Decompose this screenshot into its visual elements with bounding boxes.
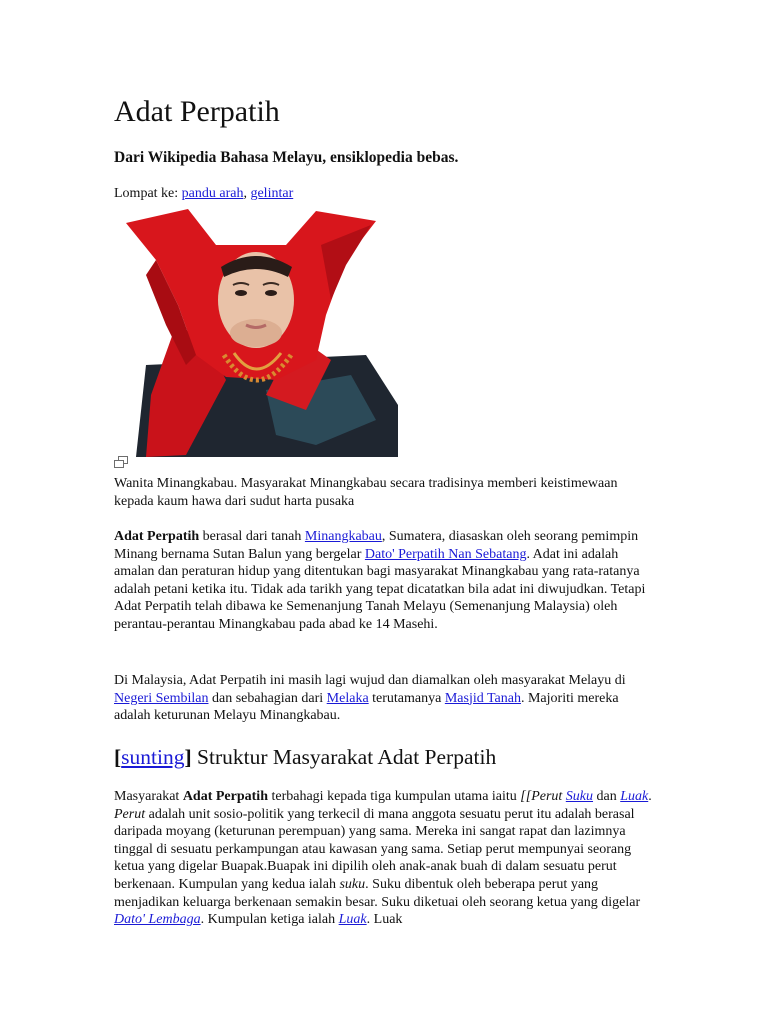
link-dato-perpatih[interactable]: Dato' Perpatih Nan Sebatang [364, 546, 527, 562]
text-run: terutamanya [368, 690, 445, 706]
term-adat-perpatih: Adat Perpatih [114, 529, 200, 544]
section-title: Struktur Masyarakat Adat Perpatih [191, 745, 497, 769]
text-run: terbahagi kepada tiga kumpulan utama iaitu [267, 789, 521, 804]
jump-to [114, 186, 293, 202]
edit-section-link[interactable]: sunting [121, 745, 185, 769]
section-heading [114, 742, 496, 772]
jump-separator: , [243, 186, 251, 201]
text-run: adalah unit sosio-politik yang terkecil di mana anggota sesuatu perut itu adalah berasal daripada moyang (keturunan perempuan) yang sama. Mereka ini sangat rapat dan lazimnya tinggal di sesuatu perkampungan atau kawasan yang sama. Setiap perut mempunyai seorang ketua yang digelar Buapak.Buapak ini dipilih oleh anak-anak buah di dalam sesuatu perut berkenaan. Kumpulan yang kedua ialah [114, 806, 635, 892]
text-run: dan [593, 789, 621, 804]
link-dato-lembaga[interactable] [114, 912, 201, 927]
edit-bracket-open: [ [114, 745, 122, 769]
text-run: . Luak [366, 912, 403, 928]
link-suku[interactable] [566, 789, 593, 804]
jump-link-search[interactable]: gelintar [250, 186, 294, 201]
page-title: Adat Perpatih [114, 95, 280, 128]
photo-eye-left [235, 290, 247, 296]
jump-prefix: Lompat ke: [114, 186, 182, 201]
edit-bracket-close: ] [184, 745, 192, 769]
photo-eye-right [265, 290, 277, 296]
paragraph-intro [114, 528, 654, 634]
text-run: dan sebahagian dari [208, 690, 327, 706]
link-luak-text: Luak [620, 789, 649, 804]
text-run: Masyarakat [114, 789, 183, 804]
text-run: . [648, 789, 652, 804]
image-caption: Wanita Minangkabau. Masyarakat Minangkabau secara tradisinya memberi keistimewaan kepada kaum hawa dari sudut harta pusaka [114, 476, 618, 509]
text-run: Di Malaysia, Adat Perpatih ini masih lagi wujud dan diamalkan oleh masyarakat Melayu di [114, 673, 626, 688]
magnify-icon[interactable] [114, 456, 128, 468]
link-suku-text: Suku [565, 789, 594, 804]
text-run: . Kumpulan ketiga ialah [200, 912, 339, 928]
term-adat-perpatih: Adat Perpatih [182, 789, 268, 804]
link-luak-2[interactable] [339, 912, 367, 927]
term-suku: suku [339, 876, 366, 892]
link-luak[interactable] [620, 789, 648, 804]
paragraph-structure [114, 788, 654, 929]
jump-link-navigation[interactable]: pandu arah [181, 186, 244, 201]
link-masjid-tanah[interactable]: Masjid Tanah [444, 690, 521, 706]
text-run: . Majoriti mereka adalah keturunan Melayu Minangkabau. [114, 690, 619, 724]
photo-face-shade [230, 319, 282, 347]
text-run: , Sumatera, diasaskan oleh seorang pemimpin Minang bernama Sutan Balun yang bergelar [114, 529, 639, 562]
paragraph-malaysia [114, 672, 654, 725]
text-run: . Suku dibentuk oleh beberapa perut yang menjadikan keluarga berkenaan semakin besar. Suku diketuai oleh seorang ketua yang digelar [114, 876, 641, 910]
link-dato-lembaga-text: Dato' Lembaga [114, 912, 201, 928]
term-perut: Perut [114, 806, 146, 822]
link-melaka[interactable]: Melaka [326, 690, 369, 706]
text-run: . Adat ini adalah amalan dan peraturan hidup yang ditentukan bagi masyarakat Minangkabau yang rata-ratanya adalah petani ketika itu. Tidak ada tarikh yang tepat dicatatkan bila adat ini diwujudkan. Tetapi Adat Perpatih telah dibawa ke Semenanjung Tanah Melayu (Semenanjung Malaysia) oleh perantau-perantau Minangkabau pada abad ke 14 Masehi. [114, 546, 646, 632]
minangkabau-woman-photo[interactable] [116, 205, 398, 457]
page-subtitle: Dari Wikipedia Bahasa Melayu, ensiklopedia bebas. [114, 149, 459, 166]
text-italic: [[Perut [520, 789, 566, 804]
link-luak-2-text: Luak [338, 912, 367, 928]
text-run: berasal dari tanah [199, 529, 305, 544]
link-minangkabau[interactable]: Minangkabau [304, 529, 382, 544]
link-negeri-sembilan[interactable]: Negeri Sembilan [114, 690, 209, 706]
